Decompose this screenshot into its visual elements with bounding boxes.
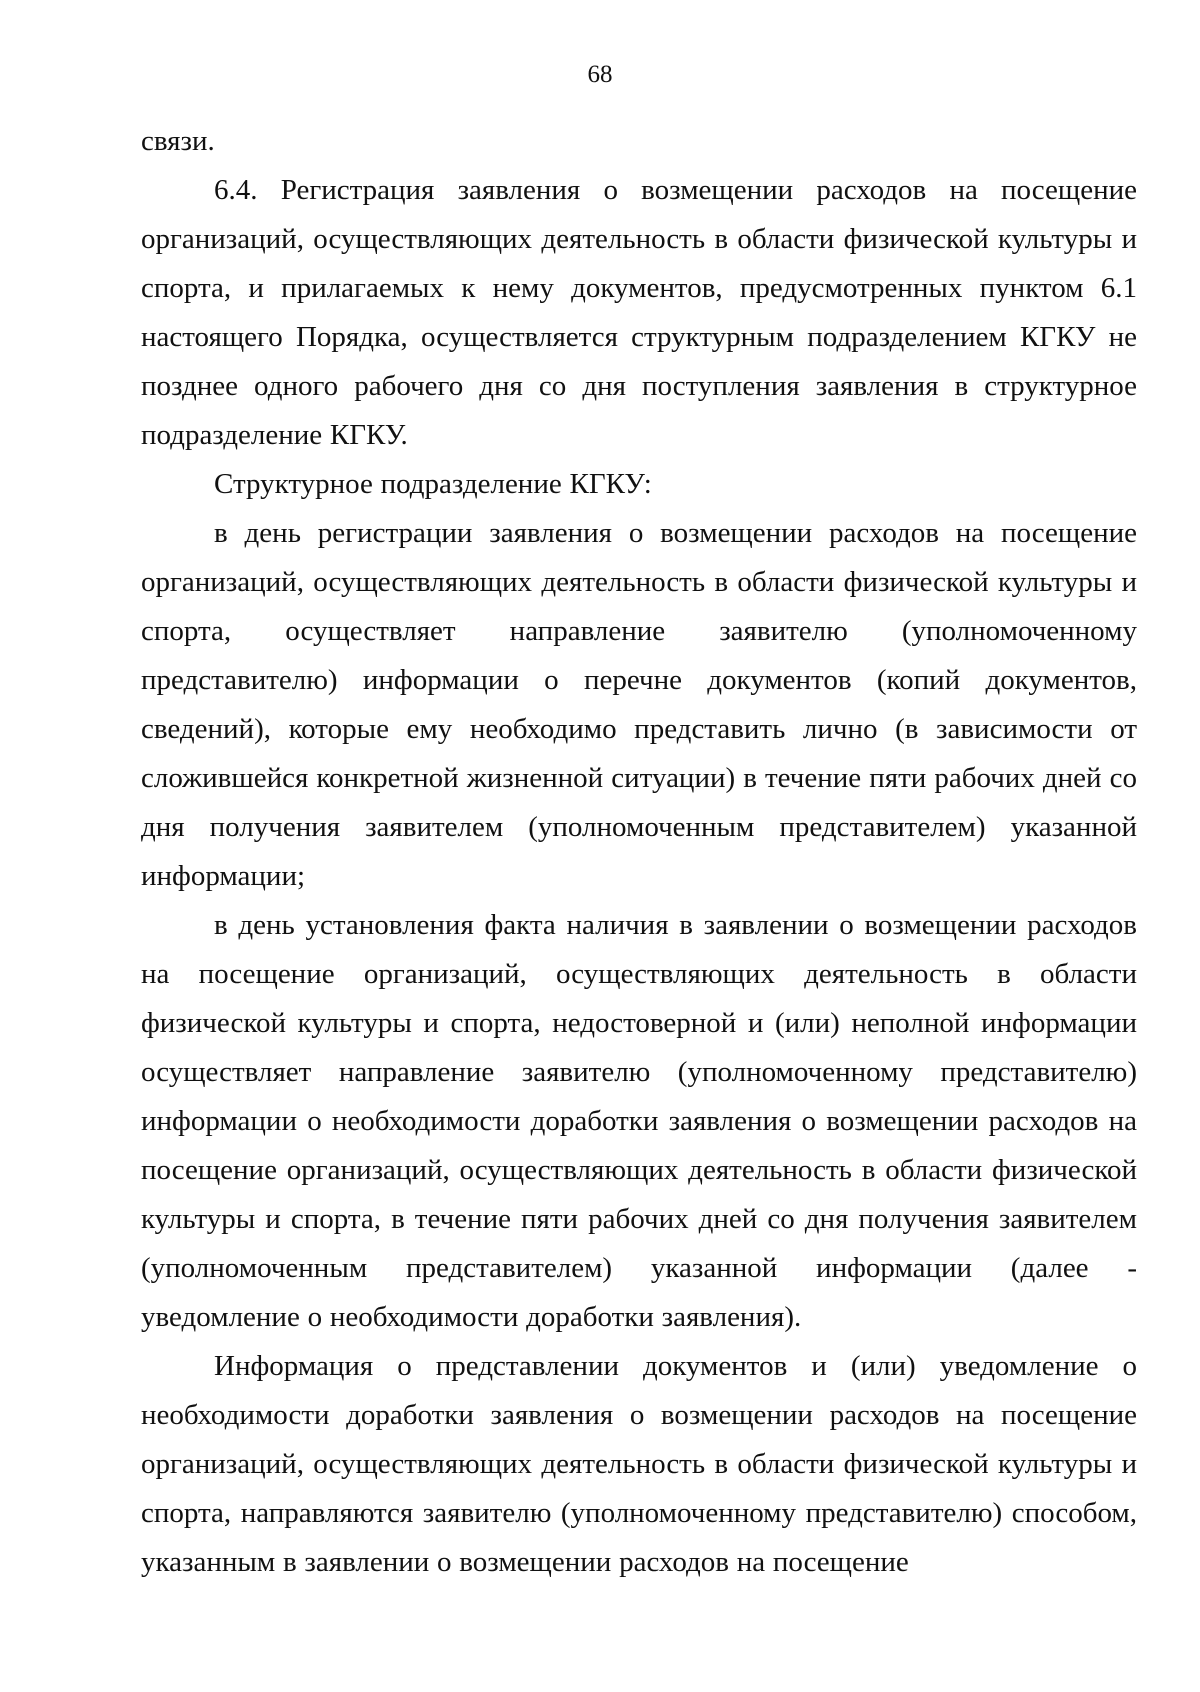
- page-number: 68: [587, 61, 613, 88]
- paragraph-continuation: связи.: [141, 125, 215, 157]
- paragraph-notification-method: Информация о представлении документов и (или) уведомление о необходимости доработки заявления о возмещении расходов на посещение организаций, осуществляющих деятельность в области физической культуры и спорта, направляются заявителю (уполномоченному представителю) способом, указанным в заявлении о возмещении расходов на посещение: [141, 1350, 1137, 1578]
- document-body: [141, 117, 1137, 1587]
- paragraph-structural-unit-heading: Структурное подразделение КГКУ:: [214, 468, 652, 500]
- paragraph-registration-day: в день регистрации заявления о возмещении расходов на посещение организаций, осуществляющих деятельность в области физической культуры и спорта, осуществляет направление заявителю (уполномоченному представителю) информации о перечне документов (копий документов, сведений), которые ему необходимо представить лично (в зависимости от сложившейся конкретной жизненной ситуации) в течение пяти рабочих дней со дня получения заявителем (уполномоченным представителем) указанной информации;: [141, 517, 1137, 892]
- paragraph-6-4: 6.4. Регистрация заявления о возмещении расходов на посещение организаций, осуществляющих деятельность в области физической культуры и спорта, и прилагаемых к нему документов, предусмотренных пунктом 6.1 настоящего Порядка, осуществляется структурным подразделением КГКУ не позднее одного рабочего дня со дня поступления заявления в структурное подразделение КГКУ.: [141, 174, 1137, 451]
- paragraph-incomplete-info-day: в день установления факта наличия в заявлении о возмещении расходов на посещение организаций, осуществляющих деятельность в области физической культуры и спорта, недостоверной и (или) неполной информации осуществляет направление заявителю (уполномоченному представителю) информации о необходимости доработки заявления о возмещении расходов на посещение организаций, осуществляющих деятельность в области физической культуры и спорта, в течение пяти рабочих дней со дня получения заявителем (уполномоченным представителем) указанной информации (далее - уведомление о необходимости доработки заявления).: [141, 909, 1137, 1333]
